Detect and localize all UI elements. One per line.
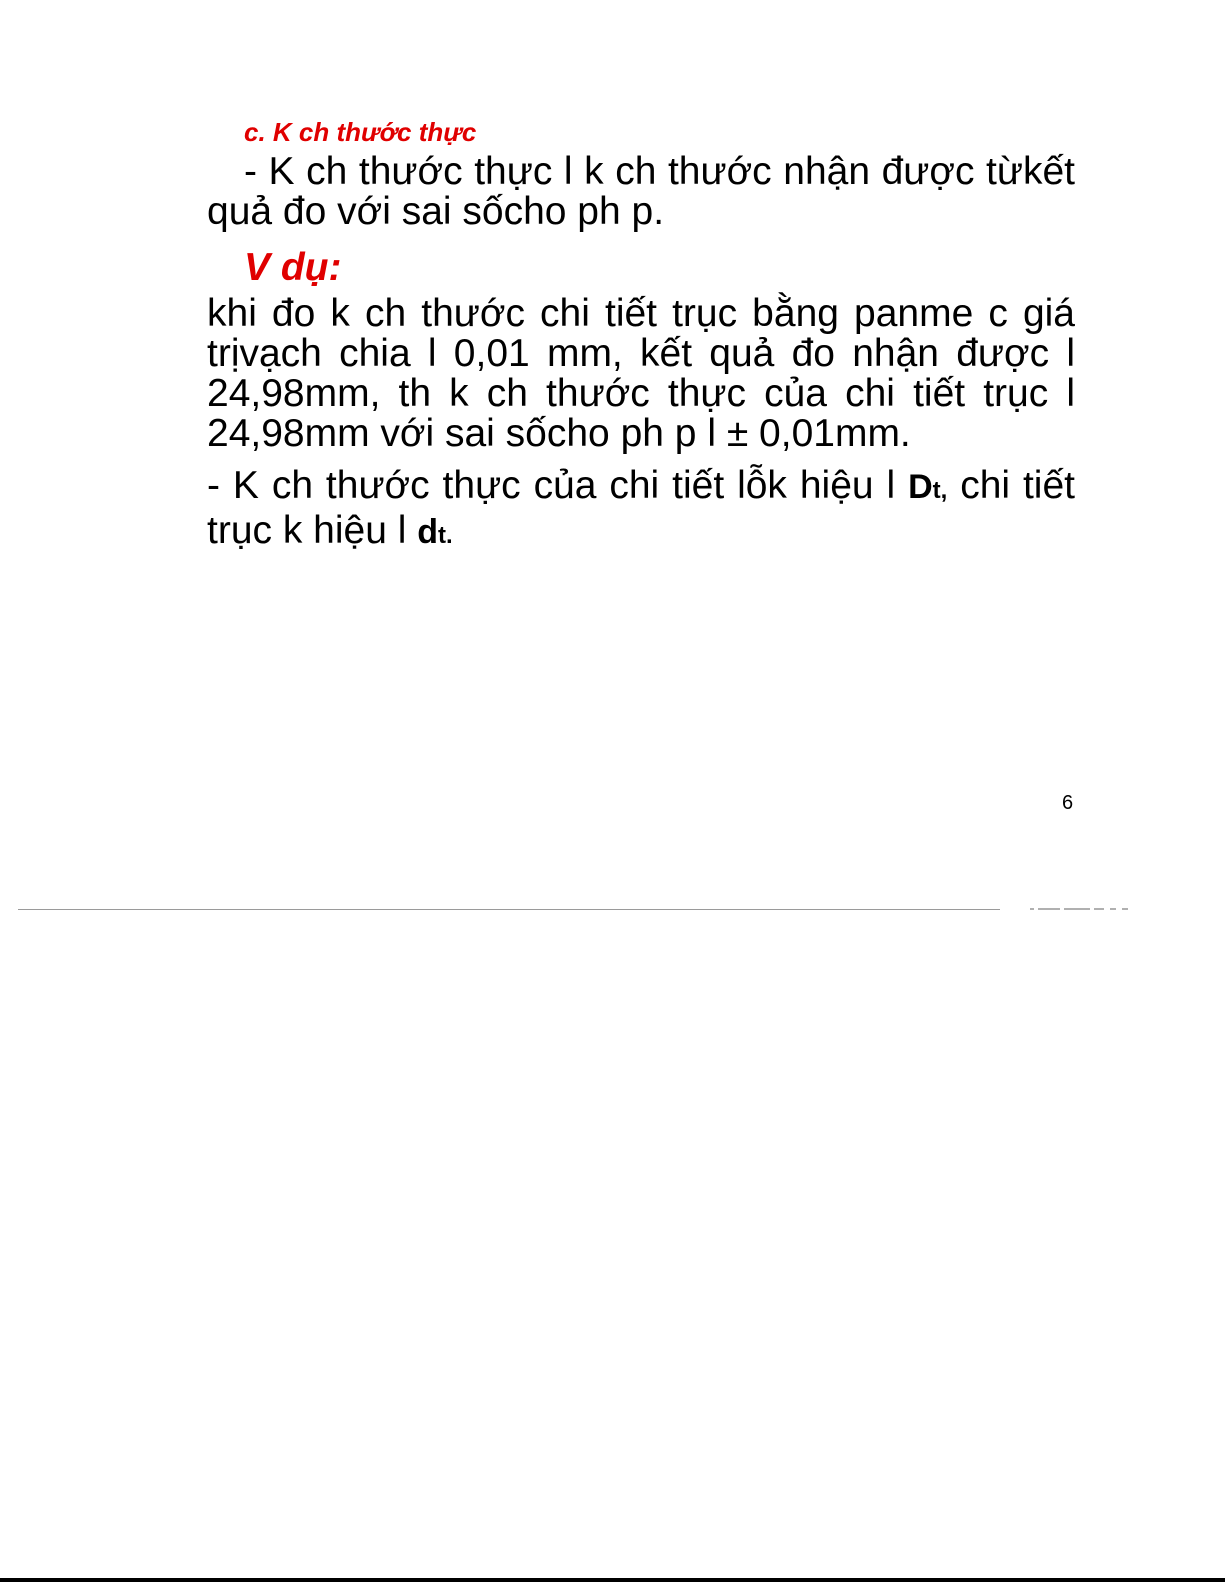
- shaft-symbol-subscript: t.: [438, 522, 453, 549]
- slide-content: [207, 112, 1075, 556]
- notation-text-hole: - K ch thước thực của chi tiết lỗk hiệu l: [207, 464, 909, 507]
- example-paragraph: khi đo k ch thước chi tiết trục bằng panme c giá trịvạch chia l 0,01 mm, kết quả đo nhận được l 24,98mm, th k ch thước thực của chi tiết trục l 24,98mm với sai sốcho ph p l ± 0,01mm.: [207, 292, 1075, 455]
- example-label: V dụ:: [244, 246, 342, 289]
- slide-separator-line: [18, 909, 1000, 910]
- page-number: 6: [1062, 792, 1074, 814]
- shaft-symbol: d: [417, 513, 439, 551]
- page-bottom-border: [0, 1578, 1225, 1582]
- definition-paragraph: - K ch thước thực l k ch thước nhận được từkết quả đo với sai sốcho ph p.: [207, 150, 1075, 233]
- notation-text-shaft: chi tiết trục k hiệu l: [207, 464, 1075, 552]
- separator-marks: [1030, 905, 1130, 913]
- hole-symbol-subscript: t,: [932, 477, 948, 504]
- hole-symbol: D: [908, 468, 933, 506]
- section-heading: c. K ch thước thực: [244, 117, 477, 147]
- notation-paragraph: [207, 466, 1075, 556]
